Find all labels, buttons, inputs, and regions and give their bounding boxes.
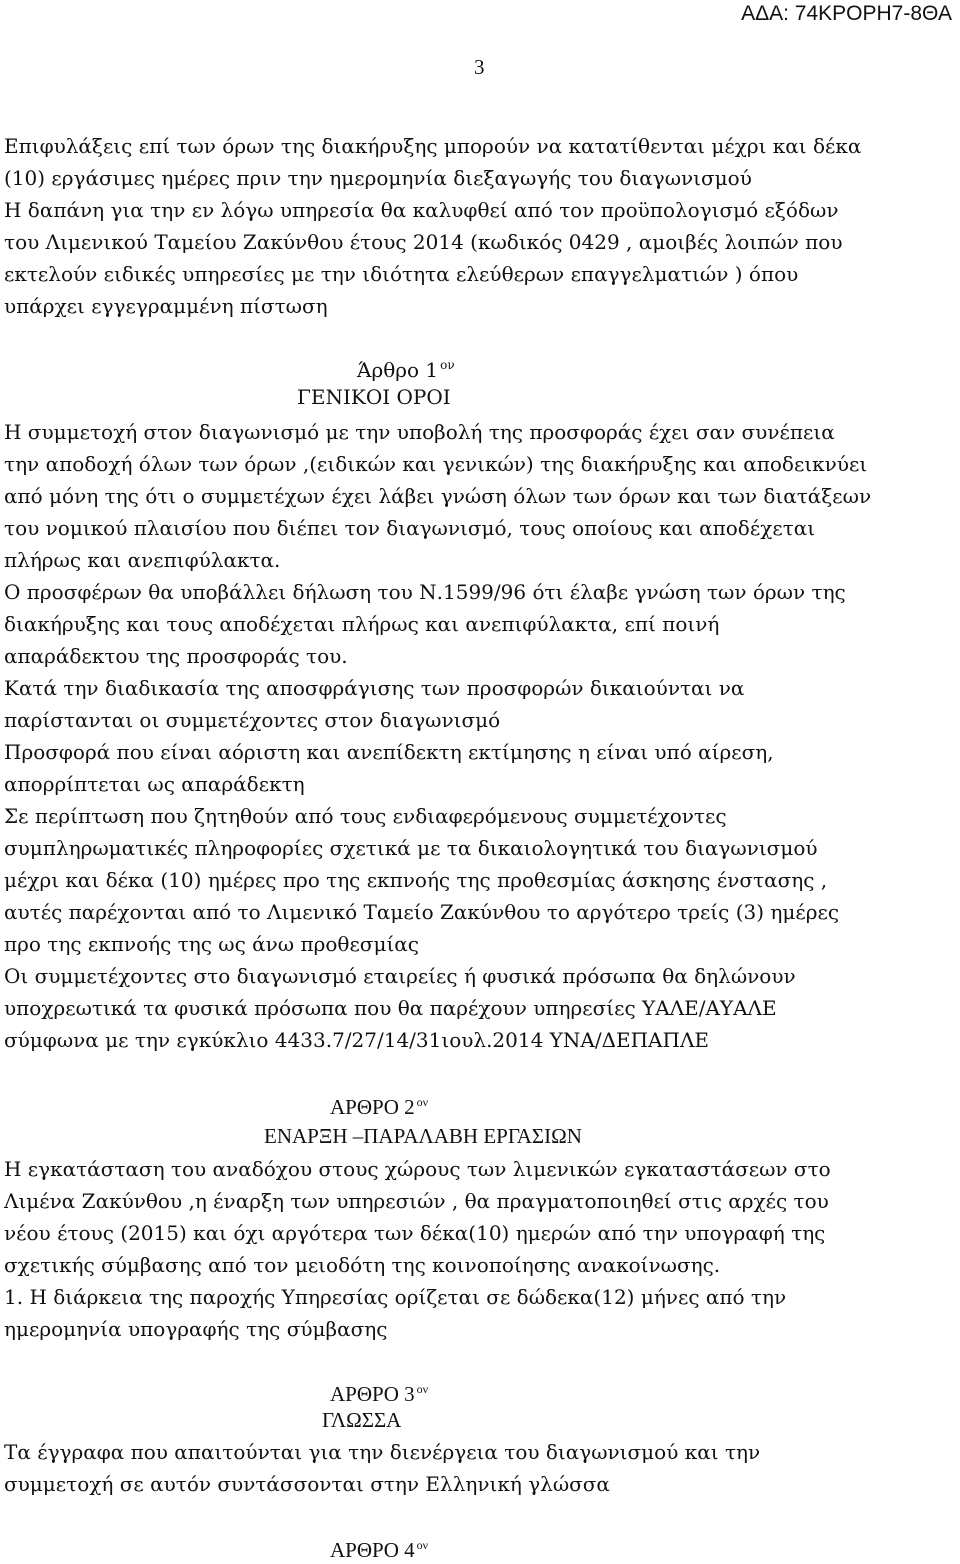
article-1-heading-sup: ον	[440, 358, 455, 372]
article-1-line: μέχρι και δέκα (10) ημέρες προ της εκπνοής της προθεσμίας άσκησης ένστασης ,	[4, 868, 828, 892]
article-1-line: από μόνη της ότι ο συμμετέχων έχει λάβει γνώση όλων των όρων και των διατάξεων	[4, 484, 872, 508]
article-3-heading	[330, 1375, 428, 1408]
article-1-line: αυτές παρέχονται από το Λιμενικό Ταμείο Ζακύνθου το αργότερο τρείς (3) ημέρες	[4, 900, 840, 924]
article-1-line: Ο προσφέρων θα υποβάλλει δήλωση του Ν.1599/96 ότι έλαβε γνώση των όρων της	[4, 580, 846, 604]
article-1-line: Οι συμμετέχοντες στο διαγωνισμό εταιρείες ή φυσικά πρόσωπα θα δηλώνουν	[4, 964, 796, 988]
article-4-heading-text: ΑΡΘΡΟ 4	[330, 1538, 415, 1562]
article-1-line: παρίστανται οι συμμετέχοντες στον διαγωνισμό	[4, 708, 501, 732]
article-1-line: προ της εκπνοής της ως άνω προθεσμίας	[4, 932, 419, 956]
article-1-line: διακήρυξης και τους αποδέχεται πλήρως και ανεπιφύλακτα, επί ποινή	[4, 612, 720, 636]
article-4-heading	[330, 1531, 428, 1564]
article-1-subheading: ΓΕΝΙΚΟΙ ΟΡΟΙ	[297, 385, 451, 409]
intro-line: Η δαπάνη για την εν λόγω υπηρεσία θα καλυφθεί από τον προϋπολογισμό εξόδων	[4, 198, 839, 222]
article-1-line: Σε περίπτωση που ζητηθούν από τους ενδιαφερόμενους συμμετέχοντες	[4, 804, 727, 828]
article-1-heading	[357, 351, 455, 384]
intro-line: εκτελούν ειδικές υπηρεσίες με την ιδιότητα ελεύθερων επαγγελματιών ) όπου	[4, 262, 799, 286]
article-1-line: του νομικού πλαισίου που διέπει τον διαγωνισμό, τους οποίους και αποδέχεται	[4, 516, 816, 540]
article-3-line: συμμετοχή σε αυτόν συντάσσονται στην Ελληνική γλώσσα	[4, 1472, 610, 1496]
article-2-heading	[330, 1088, 428, 1121]
article-2-line: Η εγκατάσταση του αναδόχου στους χώρους των λιμενικών εγκαταστάσεων στο	[4, 1157, 831, 1181]
page-number: 3	[474, 55, 485, 79]
article-3-heading-text: ΑΡΘΡΟ 3	[330, 1382, 415, 1406]
article-3-heading-sup: ον	[416, 1382, 429, 1396]
article-2-heading-sup: ον	[416, 1095, 429, 1109]
ada-code: ΑΔΑ: 74ΚΡΟΡΗ7-8ΘΑ	[741, 2, 952, 25]
intro-line: υπάρχει εγγεγραμμένη πίστωση	[4, 294, 328, 318]
article-1-line: συμπληρωματικές πληροφορίες σχετικά με τα δικαιολογητικά του διαγωνισμού	[4, 836, 818, 860]
article-2-line: νέου έτους (2015) και όχι αργότερα των δέκα(10) ημερών από την υπογραφή της	[4, 1221, 826, 1245]
intro-line: Επιφυλάξεις επί των όρων της διακήρυξης μπορούν να κατατίθενται μέχρι και δέκα	[4, 134, 862, 158]
intro-line: του Λιμενικού Ταμείου Ζακύνθου έτους 2014 (κωδικός 0429 , αμοιβές λοιπών που	[4, 230, 843, 254]
article-3-subheading: ΓΛΩΣΣΑ	[322, 1408, 402, 1432]
article-2-line: σχετικής σύμβασης από τον μειοδότη της κοινοποίησης ανακοίνωσης.	[4, 1253, 721, 1277]
article-1-line: πλήρως και ανεπιφύλακτα.	[4, 548, 281, 572]
intro-line: (10) εργάσιμες ημέρες πριν την ημερομηνία διεξαγωγής του διαγωνισμού	[4, 166, 752, 190]
article-3-line: Τα έγγραφα που απαιτούνται για την διενέργεια του διαγωνισμού και την	[4, 1440, 761, 1464]
article-1-line: υποχρεωτικά τα φυσικά πρόσωπα που θα παρέχουν υπηρεσίες ΥΑΛΕ/ΑΥΑΛΕ	[4, 996, 777, 1020]
article-1-line: Κατά την διαδικασία της αποσφράγισης των προσφορών δικαιούνται να	[4, 676, 745, 700]
article-1-line: σύμφωνα με την εγκύκλιο 4433.7/27/14/31ιουλ.2014 ΥΝΑ/ΔΕΠΑΠΛΕ	[4, 1028, 709, 1052]
article-1-line: την αποδοχή όλων των όρων ,(ειδικών και γενικών) της διακήρυξης και αποδεικνύει	[4, 452, 868, 476]
article-2-subheading: ΕΝΑΡΞΗ –ΠΑΡΑΛΑΒΗ ΕΡΓΑΣΙΩΝ	[264, 1124, 582, 1148]
article-2-line: ημερομηνία υπογραφής της σύμβασης	[4, 1317, 388, 1341]
article-2-line: Λιμένα Ζακύνθου ,η έναρξη των υπηρεσιών , θα πραγματοποιηθεί στις αρχές του	[4, 1189, 829, 1213]
article-1-heading-text: Άρθρο 1	[357, 358, 439, 382]
article-1-line: Η συμμετοχή στον διαγωνισμό με την υποβολή της προσφοράς έχει σαν συνέπεια	[4, 420, 835, 444]
article-1-line: απαράδεκτου της προσφοράς του.	[4, 644, 348, 668]
article-2-line: 1. Η διάρκεια της παροχής Υπηρεσίας ορίζεται σε δώδεκα(12) μήνες από την	[4, 1285, 787, 1309]
article-4-heading-sup: ον	[416, 1538, 429, 1552]
article-1-line: απορρίπτεται ως απαράδεκτη	[4, 772, 305, 796]
article-1-line: Προσφορά που είναι αόριστη και ανεπίδεκτη εκτίμησης η είναι υπό αίρεση,	[4, 740, 774, 764]
article-2-heading-text: ΑΡΘΡΟ 2	[330, 1095, 415, 1119]
